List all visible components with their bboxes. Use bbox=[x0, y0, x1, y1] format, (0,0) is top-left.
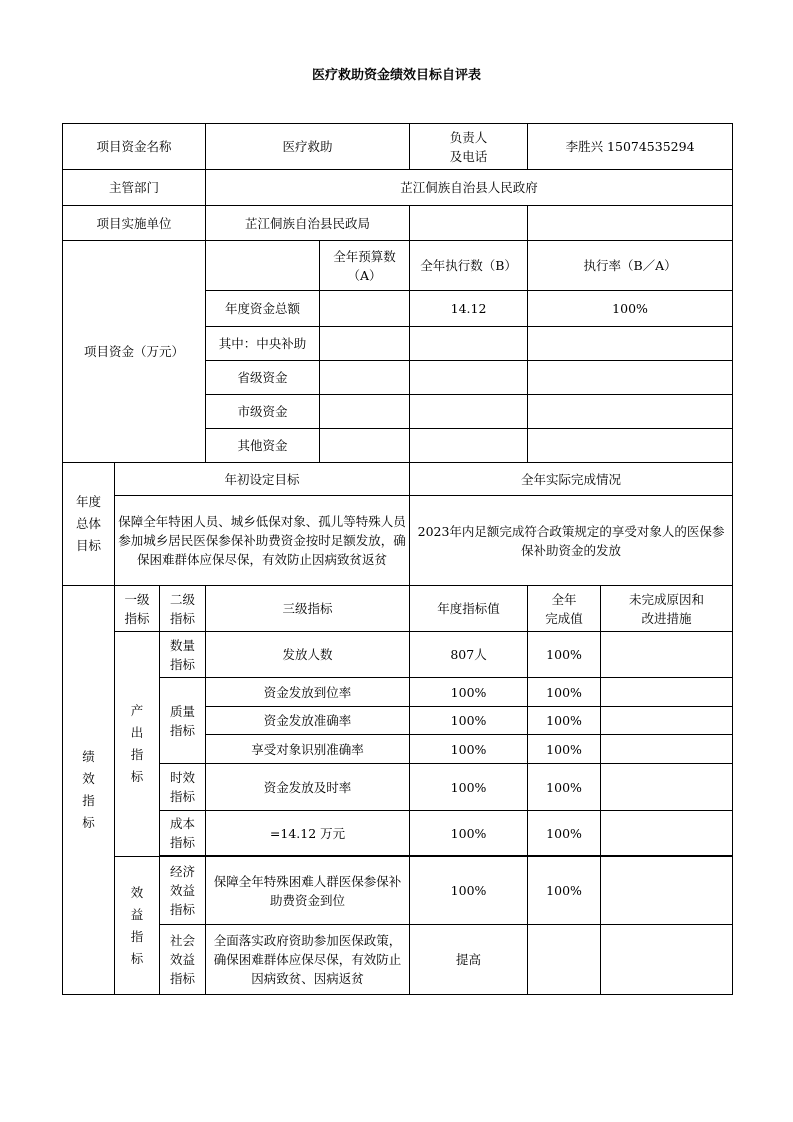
funds-row-rate bbox=[528, 429, 733, 463]
quality-row-done: 100% bbox=[528, 707, 601, 735]
impl-blank-2 bbox=[528, 206, 733, 241]
indicator-char: 效 bbox=[82, 771, 95, 786]
quality-row-name: 资金发放准确率 bbox=[206, 707, 410, 735]
output-indicators-label bbox=[115, 632, 160, 857]
done-header-2: 完成值 bbox=[545, 610, 583, 626]
performance-indicators-label bbox=[63, 586, 115, 995]
funds-row-budget bbox=[320, 429, 410, 463]
social-label-1: 社会 bbox=[170, 933, 196, 948]
cost-name: =14.12 万元 bbox=[206, 811, 410, 856]
social-name: 全面落实政府资助参加医保政策，确保困难群体应保尽保，有效防止因病致贫、因病返贫 bbox=[206, 925, 410, 995]
cost-done: 100% bbox=[528, 811, 601, 856]
contact-value: 李胜兴 15074535294 bbox=[528, 124, 733, 170]
level1-header-2: 指标 bbox=[124, 610, 150, 626]
quantity-label bbox=[160, 632, 206, 678]
reason-header-2: 改进措施 bbox=[641, 610, 692, 626]
funds-header-blank bbox=[206, 241, 320, 291]
timeliness-done: 100% bbox=[528, 764, 601, 811]
social-reason bbox=[601, 925, 733, 995]
timeliness-target: 100% bbox=[410, 764, 528, 811]
economic-label bbox=[160, 857, 206, 925]
actual-result-header: 全年实际完成情况 bbox=[410, 463, 733, 496]
social-done bbox=[528, 925, 601, 995]
annual-goal-label-3: 目标 bbox=[75, 538, 101, 553]
timeliness-name: 资金发放及时率 bbox=[206, 764, 410, 811]
quality-label-2: 指标 bbox=[170, 722, 196, 738]
quality-row-reason bbox=[601, 707, 733, 735]
annual-goal-label-2: 总体 bbox=[75, 516, 101, 531]
output-char: 指 bbox=[130, 747, 144, 762]
annual-goal-label-1: 年度 bbox=[75, 494, 101, 509]
quality-label bbox=[160, 678, 206, 764]
social-target: 提高 bbox=[410, 925, 528, 995]
level2-header-1: 二级 bbox=[170, 591, 196, 607]
timeliness-label-1: 时效 bbox=[170, 770, 196, 785]
reason-header-1: 未完成原因和 bbox=[629, 591, 705, 607]
economic-target: 100% bbox=[410, 857, 528, 925]
funds-row-label: 其中：中央补助 bbox=[206, 327, 320, 361]
timeliness-label-2: 指标 bbox=[170, 789, 196, 804]
level2-header-2: 指标 bbox=[170, 610, 196, 626]
quality-row-done: 100% bbox=[528, 678, 601, 707]
actual-result-text: 2023年内足额完成符合政策规定的享受对象人的医保参保补助资金的发放 bbox=[410, 496, 733, 586]
economic-done: 100% bbox=[528, 857, 601, 925]
funds-row-exec bbox=[410, 361, 528, 395]
funds-row-budget bbox=[320, 291, 410, 327]
quality-row-target: 100% bbox=[410, 735, 528, 764]
initial-goal-header: 年初设定目标 bbox=[115, 463, 410, 496]
quantity-label-1: 数量 bbox=[170, 637, 196, 653]
cost-label-1: 成本 bbox=[170, 816, 196, 831]
social-label-3: 指标 bbox=[170, 971, 196, 986]
project-name-label: 项目资金名称 bbox=[63, 124, 206, 170]
cost-target: 100% bbox=[410, 811, 528, 856]
economic-label-2: 效益 bbox=[170, 883, 196, 898]
funds-row-budget bbox=[320, 395, 410, 429]
quantity-target: 807人 bbox=[410, 632, 528, 678]
level1-header bbox=[115, 586, 160, 632]
quantity-done: 100% bbox=[528, 632, 601, 678]
funds-row-exec bbox=[410, 429, 528, 463]
funds-row-budget bbox=[320, 361, 410, 395]
impl-blank-1 bbox=[410, 206, 528, 241]
social-label-2: 效益 bbox=[170, 952, 196, 967]
quality-row-done: 100% bbox=[528, 735, 601, 764]
quality-row-reason bbox=[601, 735, 733, 764]
funds-col-rate: 执行率（B／A） bbox=[528, 241, 733, 291]
benefit-char: 益 bbox=[130, 906, 144, 922]
level3-header: 三级指标 bbox=[206, 586, 410, 632]
economic-label-3: 指标 bbox=[170, 902, 196, 917]
funds-row-rate bbox=[528, 395, 733, 429]
evaluation-table bbox=[62, 123, 732, 995]
target-header: 年度指标值 bbox=[410, 586, 528, 632]
done-header-1: 全年 bbox=[551, 591, 577, 607]
benefit-char: 标 bbox=[130, 950, 144, 966]
funds-col-budget: 全年预算数（A） bbox=[320, 241, 410, 291]
social-label bbox=[160, 925, 206, 995]
funds-row-rate bbox=[528, 327, 733, 361]
indicator-char: 指 bbox=[82, 793, 95, 808]
funds-row-label: 其他资金 bbox=[206, 429, 320, 463]
benefit-char: 效 bbox=[130, 884, 144, 900]
indicator-char: 绩 bbox=[82, 749, 95, 764]
impl-label: 项目实施单位 bbox=[63, 206, 206, 241]
funds-row-exec bbox=[410, 327, 528, 361]
funds-row-rate: 100% bbox=[528, 291, 733, 327]
cost-label bbox=[160, 811, 206, 856]
output-char: 产 bbox=[130, 703, 144, 718]
funds-col-exec: 全年执行数（B） bbox=[410, 241, 528, 291]
dept-label: 主管部门 bbox=[63, 170, 206, 206]
dept-value: 芷江侗族自治县人民政府 bbox=[206, 170, 733, 206]
funds-label: 项目资金（万元） bbox=[63, 241, 206, 463]
funds-row-label: 市级资金 bbox=[206, 395, 320, 429]
quality-row-reason bbox=[601, 678, 733, 707]
quantity-label-2: 指标 bbox=[170, 656, 196, 672]
funds-row-label: 省级资金 bbox=[206, 361, 320, 395]
funds-row-exec: 14.12 bbox=[410, 291, 528, 327]
annual-goal-label bbox=[63, 463, 115, 586]
quality-row-name: 享受对象识别准确率 bbox=[206, 735, 410, 764]
contact-label bbox=[410, 124, 528, 170]
economic-label-1: 经济 bbox=[170, 864, 196, 879]
economic-reason bbox=[601, 857, 733, 925]
indicator-char: 标 bbox=[82, 815, 95, 830]
cost-label-2: 指标 bbox=[170, 835, 196, 850]
timeliness-label bbox=[160, 764, 206, 811]
level2-header bbox=[160, 586, 206, 632]
funds-row-label: 年度资金总额 bbox=[206, 291, 320, 327]
page-title: 医疗救助资金绩效目标自评表 bbox=[311, 68, 481, 83]
contact-label-line1: 负责人 bbox=[449, 129, 488, 145]
quantity-name: 发放人数 bbox=[206, 632, 410, 678]
level1-header-1: 一级 bbox=[124, 591, 150, 607]
benefit-indicators-label bbox=[115, 857, 160, 995]
done-header bbox=[528, 586, 601, 632]
funds-row-rate bbox=[528, 361, 733, 395]
output-char: 标 bbox=[130, 769, 144, 784]
reason-header bbox=[601, 586, 733, 632]
funds-row-exec bbox=[410, 395, 528, 429]
timeliness-reason bbox=[601, 764, 733, 811]
quality-row-target: 100% bbox=[410, 707, 528, 735]
quality-row-target: 100% bbox=[410, 678, 528, 707]
initial-goal-text: 保障全年特困人员、城乡低保对象、孤儿等特殊人员参加城乡居民医保参保补助费资金按时足额发放，确保困难群体应保尽保，有效防止因病致贫返贫 bbox=[115, 496, 410, 586]
quality-row-name: 资金发放到位率 bbox=[206, 678, 410, 707]
benefit-char: 指 bbox=[130, 928, 144, 944]
output-char: 出 bbox=[130, 725, 144, 740]
project-name-value: 医疗救助 bbox=[206, 124, 410, 170]
quality-label-1: 质量 bbox=[170, 703, 196, 719]
funds-row-budget bbox=[320, 327, 410, 361]
cost-reason bbox=[601, 811, 733, 856]
economic-name: 保障全年特殊困难人群医保参保补助费资金到位 bbox=[206, 857, 410, 925]
contact-label-line2: 及电话 bbox=[449, 148, 488, 164]
impl-value: 芷江侗族自治县民政局 bbox=[206, 206, 410, 241]
quantity-reason bbox=[601, 632, 733, 678]
